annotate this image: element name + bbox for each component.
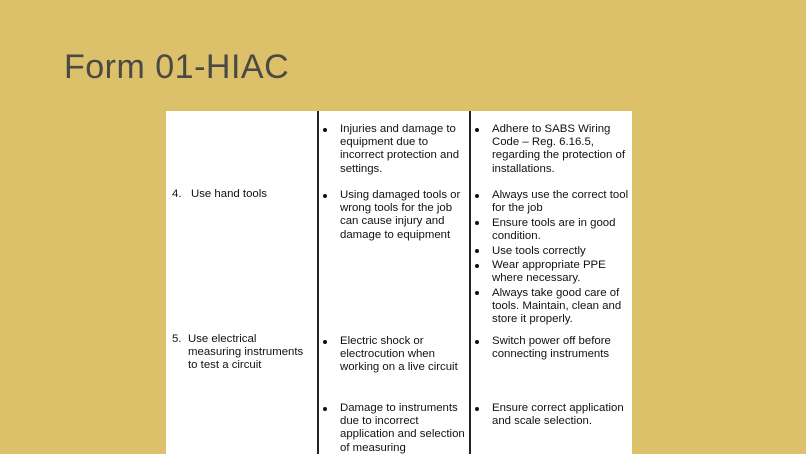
- hazard-item: Using damaged tools or wrong tools for the job can cause injury and damage to equipment: [318, 189, 466, 242]
- slide-title: Form 01-HIAC: [64, 48, 290, 86]
- control-item: Switch power off before connecting instruments: [470, 335, 632, 361]
- control-item: Always use the correct tool for the job: [470, 189, 632, 215]
- hazard-item: Electric shock or electrocution when working on a live circuit: [318, 335, 466, 375]
- row-4-task: [172, 188, 312, 201]
- control-item: Use tools correctly: [470, 245, 632, 258]
- row-4-hazards: [318, 189, 466, 243]
- row-1-hazards: [318, 123, 466, 177]
- control-item: Always take good care of tools. Maintain, clean and store it properly.: [470, 287, 632, 327]
- row-5-hazard-2: [318, 402, 466, 454]
- row-number: 5.: [172, 333, 182, 345]
- row-4-controls: [470, 189, 632, 328]
- control-item: Adhere to SABS Wiring Code – Reg. 6.16.5, regarding the protection of installations.: [470, 123, 632, 176]
- row-5-hazard-1: [318, 335, 466, 376]
- row-1-controls: [470, 123, 632, 177]
- control-item: Ensure tools are in good condition.: [470, 217, 632, 243]
- row-5-control-2: [470, 402, 632, 430]
- hazard-item: Injuries and damage to equipment due to incorrect protection and settings.: [318, 123, 466, 176]
- hazard-table-page: [166, 111, 632, 454]
- control-item: Wear appropriate PPE where necessary.: [470, 259, 632, 285]
- row-5-control-1: [470, 335, 632, 363]
- row-5-task: [172, 333, 312, 373]
- task-label: Use hand tools: [191, 188, 267, 200]
- task-label: Use electrical measuring instruments to test a circuit: [188, 333, 304, 372]
- hazard-item: Damage to instruments due to incorrect application and selection of measuring: [318, 402, 466, 454]
- row-number: 4.: [172, 188, 182, 200]
- control-item: Ensure correct application and scale selection.: [470, 402, 632, 428]
